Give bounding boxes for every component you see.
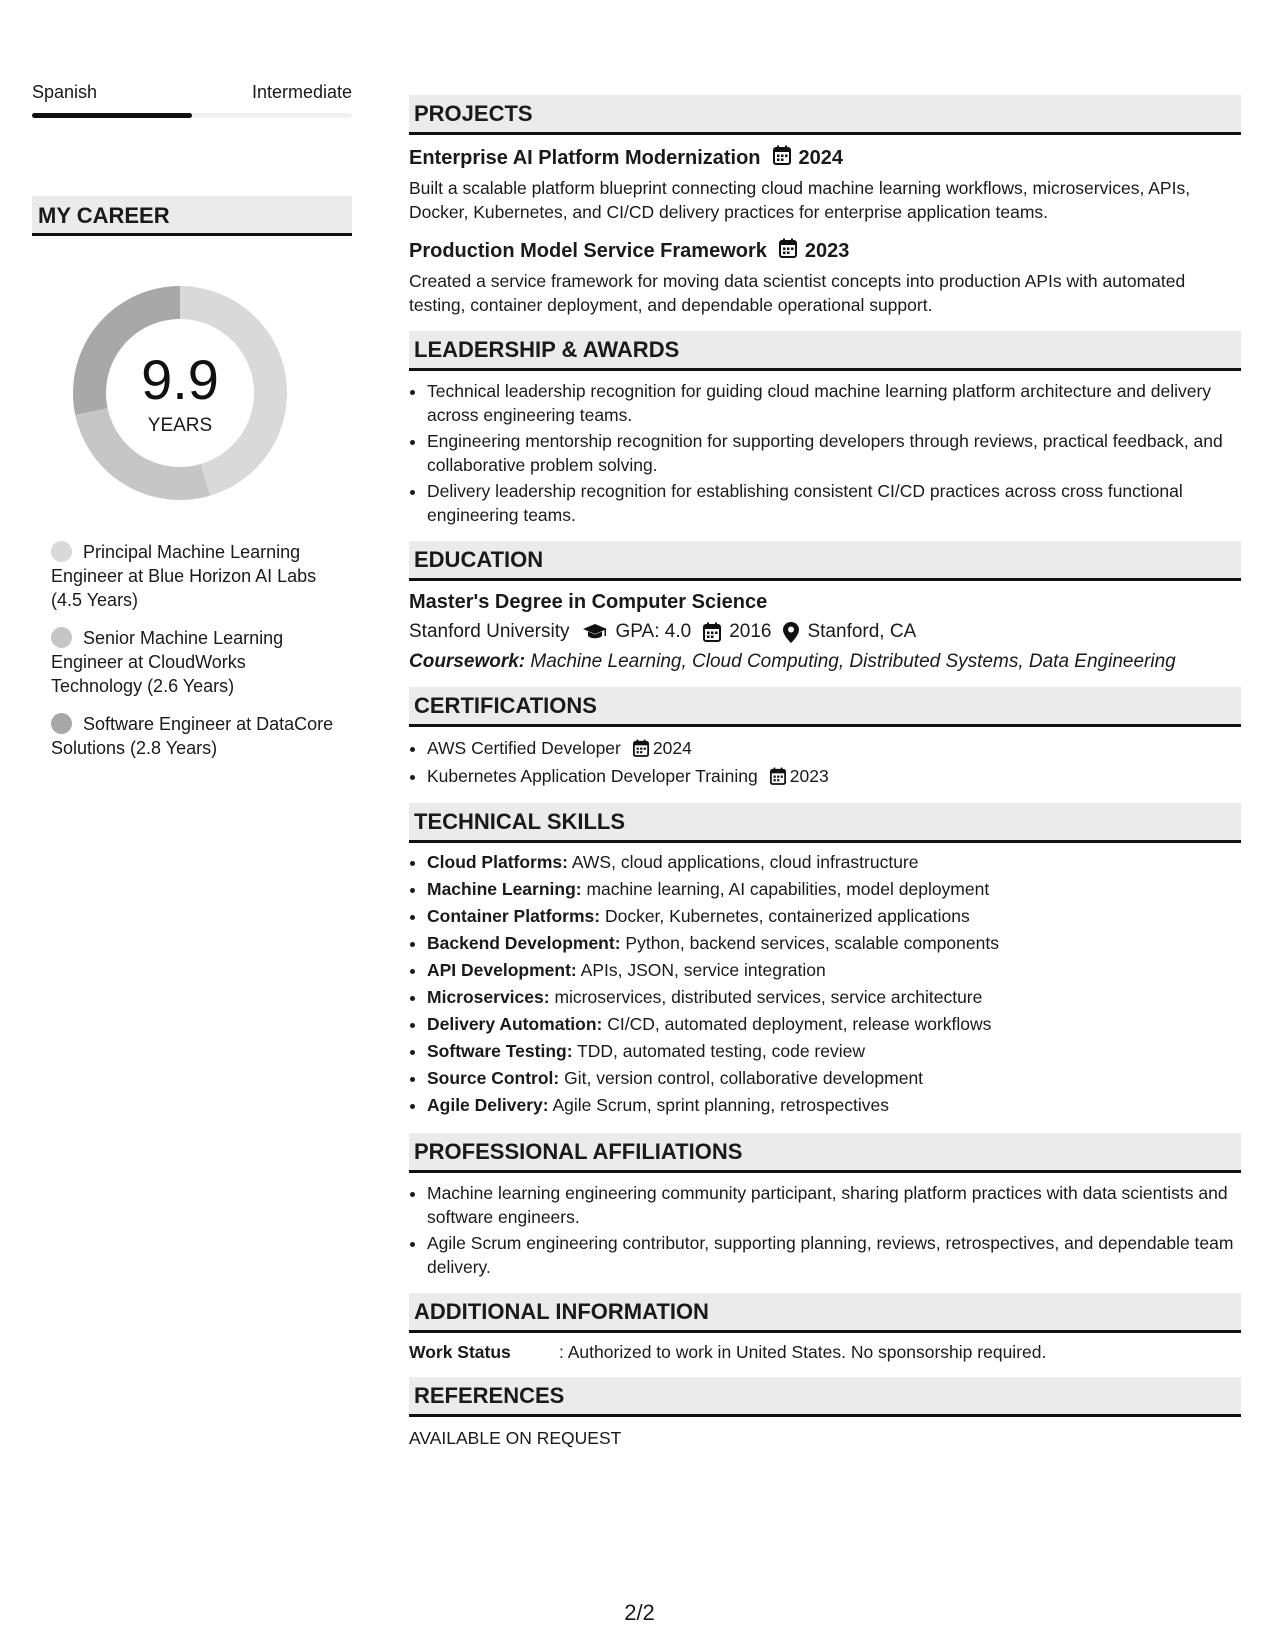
- career-total-years: 9.9: [141, 348, 219, 411]
- skill-category: Machine Learning:: [427, 879, 582, 899]
- skills-heading: TECHNICAL SKILLS: [409, 803, 1241, 843]
- cert-name: • Kubernetes Application Developer Training: [427, 766, 758, 786]
- skill-values: Agile Scrum, sprint planning, retrospectives: [552, 1095, 890, 1115]
- project-title: Production Model Service Framework: [409, 239, 767, 262]
- skill-category: Agile Delivery:: [427, 1095, 549, 1115]
- project-year: 2023: [804, 239, 850, 262]
- language-level: Intermediate: [251, 82, 352, 102]
- skill-values: machine learning, AI capabilities, model deployment: [586, 879, 990, 899]
- skills-list: [427, 849, 1241, 1119]
- additional-info-heading: ADDITIONAL INFORMATION: [409, 1293, 1241, 1333]
- references-heading: REFERENCES: [409, 1377, 1241, 1417]
- coursework-list: Machine Learning, Cloud Computing, Distributed Systems, Data Engineering: [530, 651, 1176, 672]
- list-item: [427, 1011, 1241, 1038]
- skill-category: Microservices:: [427, 987, 550, 1007]
- graduation-cap-icon: [582, 623, 608, 641]
- skill-category: Delivery Automation:: [427, 1014, 603, 1034]
- projects-heading: PROJECTS: [409, 95, 1241, 135]
- cert-name: • AWS Certified Developer: [427, 738, 621, 758]
- calendar-icon: [779, 238, 797, 264]
- project-description: Built a scalable platform blueprint connecting cloud machine learning workflows, microservices, APIs, Docker, Kubernetes, and CI/CD delivery practices for enterprise application teams.: [409, 178, 1191, 222]
- work-status-value: : Authorized to work in United States. No sponsorship required.: [559, 1342, 1047, 1362]
- skill-values: AWS, cloud applications, cloud infrastructure: [571, 852, 919, 872]
- career-role-list: [51, 540, 341, 774]
- list-item: [427, 849, 1241, 876]
- legend-dot-icon: [51, 541, 72, 562]
- affiliations-heading: PROFESSIONAL AFFILIATIONS: [409, 1133, 1241, 1173]
- list-item: [427, 763, 1241, 789]
- coursework-label: Coursework:: [409, 651, 526, 672]
- skill-values: Git, version control, collaborative development: [564, 1068, 924, 1088]
- education-section: [409, 541, 1241, 673]
- skills-section: [409, 803, 1241, 1119]
- skill-category: API Development:: [427, 960, 577, 980]
- calendar-icon: [770, 767, 786, 785]
- project-year: 2024: [798, 146, 844, 169]
- education-heading: EDUCATION: [409, 541, 1241, 581]
- skill-values: CI/CD, automated deployment, release workflows: [607, 1014, 992, 1034]
- skill-values: Docker, Kubernetes, containerized applications: [604, 906, 970, 926]
- school-name: Stanford University: [409, 621, 570, 642]
- legend-dot-icon: [51, 713, 72, 734]
- career-heading: MY CAREER: [32, 196, 352, 236]
- career-role-label: Software Engineer at DataCore Solutions (2.8 Years): [51, 714, 334, 758]
- list-item: [427, 957, 1241, 984]
- language-row: [32, 82, 352, 103]
- list-item: [427, 735, 1241, 761]
- education-detail-row: [409, 621, 1241, 643]
- list-item: • Technical leadership recognition for guiding cloud machine learning platform architecture and delivery across engineering teams.: [427, 379, 1241, 427]
- career-role-item: [51, 540, 341, 612]
- career-role-item: [51, 712, 341, 760]
- language-proficiency-fill: [32, 113, 192, 118]
- career-total-unit: YEARS: [147, 415, 213, 436]
- calendar-icon: [773, 145, 791, 171]
- leadership-heading: LEADERSHIP & AWARDS: [409, 331, 1241, 371]
- list-item: [427, 984, 1241, 1011]
- skill-values: APIs, JSON, service integration: [580, 960, 826, 980]
- skill-category: Software Testing:: [427, 1041, 573, 1061]
- certifications-list: [427, 735, 1241, 789]
- list-item: [427, 903, 1241, 930]
- skill-category: Backend Development:: [427, 933, 621, 953]
- list-item: [427, 1065, 1241, 1092]
- list-item: • Agile Scrum engineering contributor, supporting planning, reviews, retrospectives, and dependable team delivery.: [427, 1231, 1241, 1279]
- list-item: [427, 1038, 1241, 1065]
- skill-category: Container Platforms:: [427, 906, 601, 926]
- coursework: [409, 651, 1241, 673]
- projects-section: [409, 95, 1241, 317]
- skill-values: TDD, automated testing, code review: [577, 1041, 865, 1061]
- references-text: AVAILABLE ON REQUEST: [409, 1428, 622, 1448]
- project-title-row: [409, 145, 1241, 171]
- graduation-year: 2016: [729, 621, 772, 642]
- leadership-section: [409, 331, 1241, 527]
- list-item: • Machine learning engineering community participant, sharing platform practices with data scientists and software engineers.: [427, 1181, 1241, 1229]
- skill-category: Cloud Platforms:: [427, 852, 568, 872]
- list-item: [427, 930, 1241, 957]
- career-donut-chart: [67, 280, 293, 506]
- main-content: [409, 95, 1241, 1463]
- page-number: 2/2: [624, 1600, 655, 1625]
- list-item: [427, 876, 1241, 903]
- certifications-section: [409, 687, 1241, 789]
- additional-info-section: [409, 1293, 1241, 1363]
- career-role-label: Senior Machine Learning Engineer at CloudWorks Technology (2.6 Years): [51, 628, 284, 696]
- list-item: • Delivery leadership recognition for establishing consistent CI/CD practices across cross functional engineering teams.: [427, 479, 1241, 527]
- skill-category: Source Control:: [427, 1068, 560, 1088]
- cert-year: 2024: [652, 738, 692, 758]
- skill-values: microservices, distributed services, service architecture: [554, 987, 983, 1007]
- language-name: Spanish: [32, 82, 98, 102]
- work-status-label: Work Status: [409, 1342, 511, 1362]
- work-status-row: [409, 1342, 1241, 1363]
- calendar-icon: [633, 739, 649, 757]
- career-role-item: [51, 626, 341, 698]
- skill-values: Python, backend services, scalable components: [625, 933, 999, 953]
- affiliations-list: [427, 1181, 1241, 1279]
- list-item: • Engineering mentorship recognition for supporting developers through reviews, practical feedback, and collaborative problem solving.: [427, 429, 1241, 477]
- project-title-row: [409, 238, 1241, 264]
- career-role-label: Principal Machine Learning Engineer at Blue Horizon AI Labs (4.5 Years): [51, 542, 317, 610]
- cert-year: 2023: [789, 766, 829, 786]
- project-title: Enterprise AI Platform Modernization: [409, 146, 761, 169]
- list-item: [427, 1092, 1241, 1119]
- school-location: Stanford, CA: [807, 621, 917, 642]
- affiliations-section: [409, 1133, 1241, 1279]
- map-pin-icon: [783, 622, 799, 643]
- gpa: GPA: 4.0: [615, 621, 692, 642]
- legend-dot-icon: [51, 627, 72, 648]
- project-description: Created a service framework for moving data scientist concepts into production APIs with automated testing, container deployment, and dependable operational support.: [409, 271, 1186, 315]
- language-proficiency-bar: [32, 113, 352, 118]
- calendar-icon: [703, 622, 721, 642]
- degree-title: Master's Degree in Computer Science: [409, 591, 768, 613]
- references-section: [409, 1377, 1241, 1449]
- leadership-list: [427, 379, 1241, 527]
- certifications-heading: CERTIFICATIONS: [409, 687, 1241, 727]
